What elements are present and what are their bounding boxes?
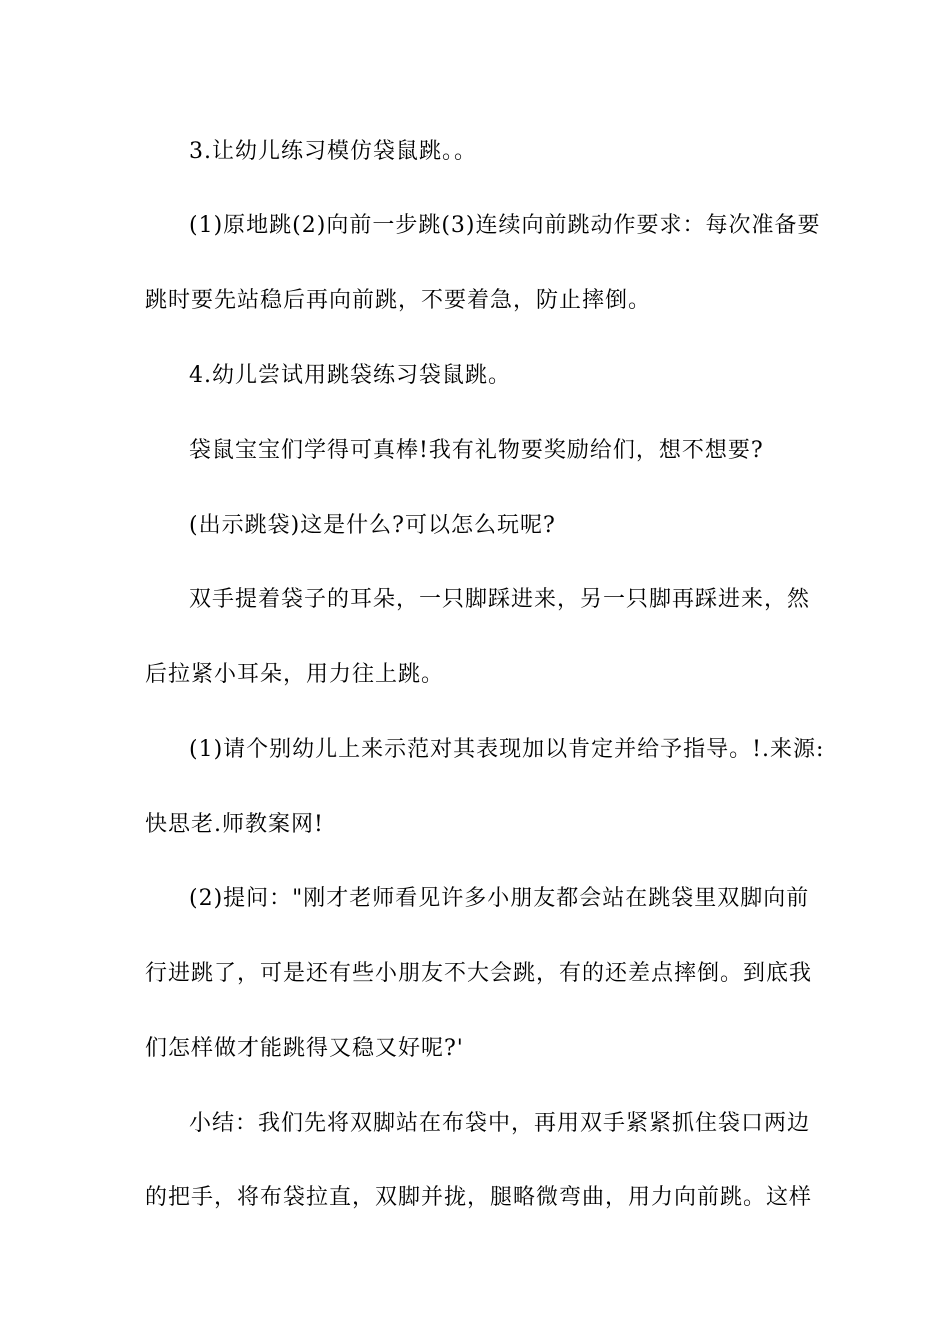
paragraph-line: 双手提着袋子的耳朵，一只脚踩进来，另一只脚再踩进来，然 [189,587,811,612]
paragraph-line: 袋鼠宝宝们学得可真棒!我有礼物要奖励给们，想不想要? [189,438,764,463]
paragraph-line: 3.让幼儿练习模仿袋鼠跳。。 [189,139,477,164]
paragraph-line: 们怎样做才能跳得又稳又好呢?' [145,1036,464,1061]
paragraph-line: (2)提问："刚才老师看见许多小朋友都会站在跳袋里双脚向前 [189,886,810,911]
paragraph-line: 后拉紧小耳朵，用力往上跳。 [145,662,445,687]
paragraph-line: (1)原地跳(2)向前一步跳(3)连续向前跳动作要求：每次准备要 [189,213,821,238]
paragraph-line: 跳时要先站稳后再向前跳，不要着急，防止摔倒。 [145,288,652,313]
paragraph-line: (出示跳袋)这是什么?可以怎么玩呢? [189,513,556,538]
paragraph-line: 快思老.师教案网! [145,812,324,837]
paragraph-line: 4.幼儿尝试用跳袋练习袋鼠跳。 [189,363,511,388]
paragraph-line: 的把手，将布袋拉直，双脚并拢，腿略微弯曲，用力向前跳。这样 [145,1185,813,1210]
paragraph-line: 行进跳了，可是还有些小朋友不大会跳，有的还差点摔倒。到底我 [145,961,813,986]
paragraph-line: (1)请个别幼儿上来示范对其表现加以肯定并给予指导。!.来源: [189,737,825,762]
paragraph-line: 小结：我们先将双脚站在布袋中，再用双手紧紧抓住袋口两边 [189,1111,811,1136]
